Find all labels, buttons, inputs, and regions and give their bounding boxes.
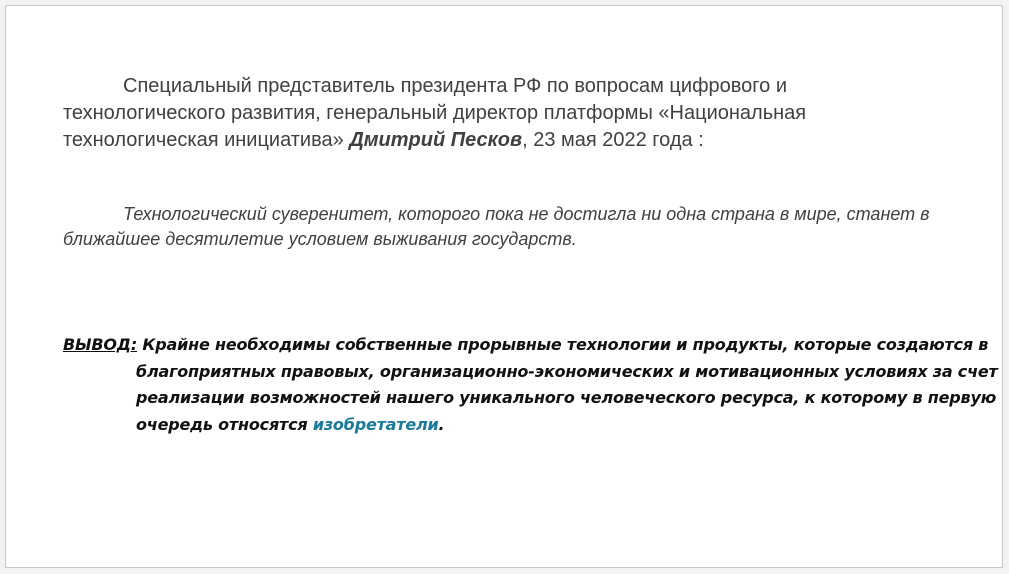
conclusion-text: Крайне необходимы собственные прорывные технологии и продукты, которые создаются в благоприятных правовых, организационно-экономических и мотивационных условиях за счет реализации возможностей нашего уникального человеческого ресурса, к которому в первую очередь относятся [136, 335, 998, 434]
intro-paragraph [63, 73, 943, 154]
quote-paragraph: Технологический суверенитет, которого пока не достигла ни одна страна в мире, станет в ближайшее десятилетие условием выживания государств. [63, 204, 930, 249]
intro-date: , 23 мая 2022 года : [522, 129, 704, 151]
conclusion-label: ВЫВОД: [63, 335, 138, 354]
speaker-name: Дмитрий Песков [349, 129, 523, 151]
conclusion-end: . [438, 414, 445, 434]
slide [5, 5, 1003, 568]
conclusion-paragraph [63, 332, 1006, 438]
intro-text: Специальный представитель президента РФ по вопросам цифрового и технологического развития, генеральный директор платформы «Национальная технологическая инициатива» [63, 75, 807, 151]
highlight-word: изобретатели [312, 414, 439, 434]
